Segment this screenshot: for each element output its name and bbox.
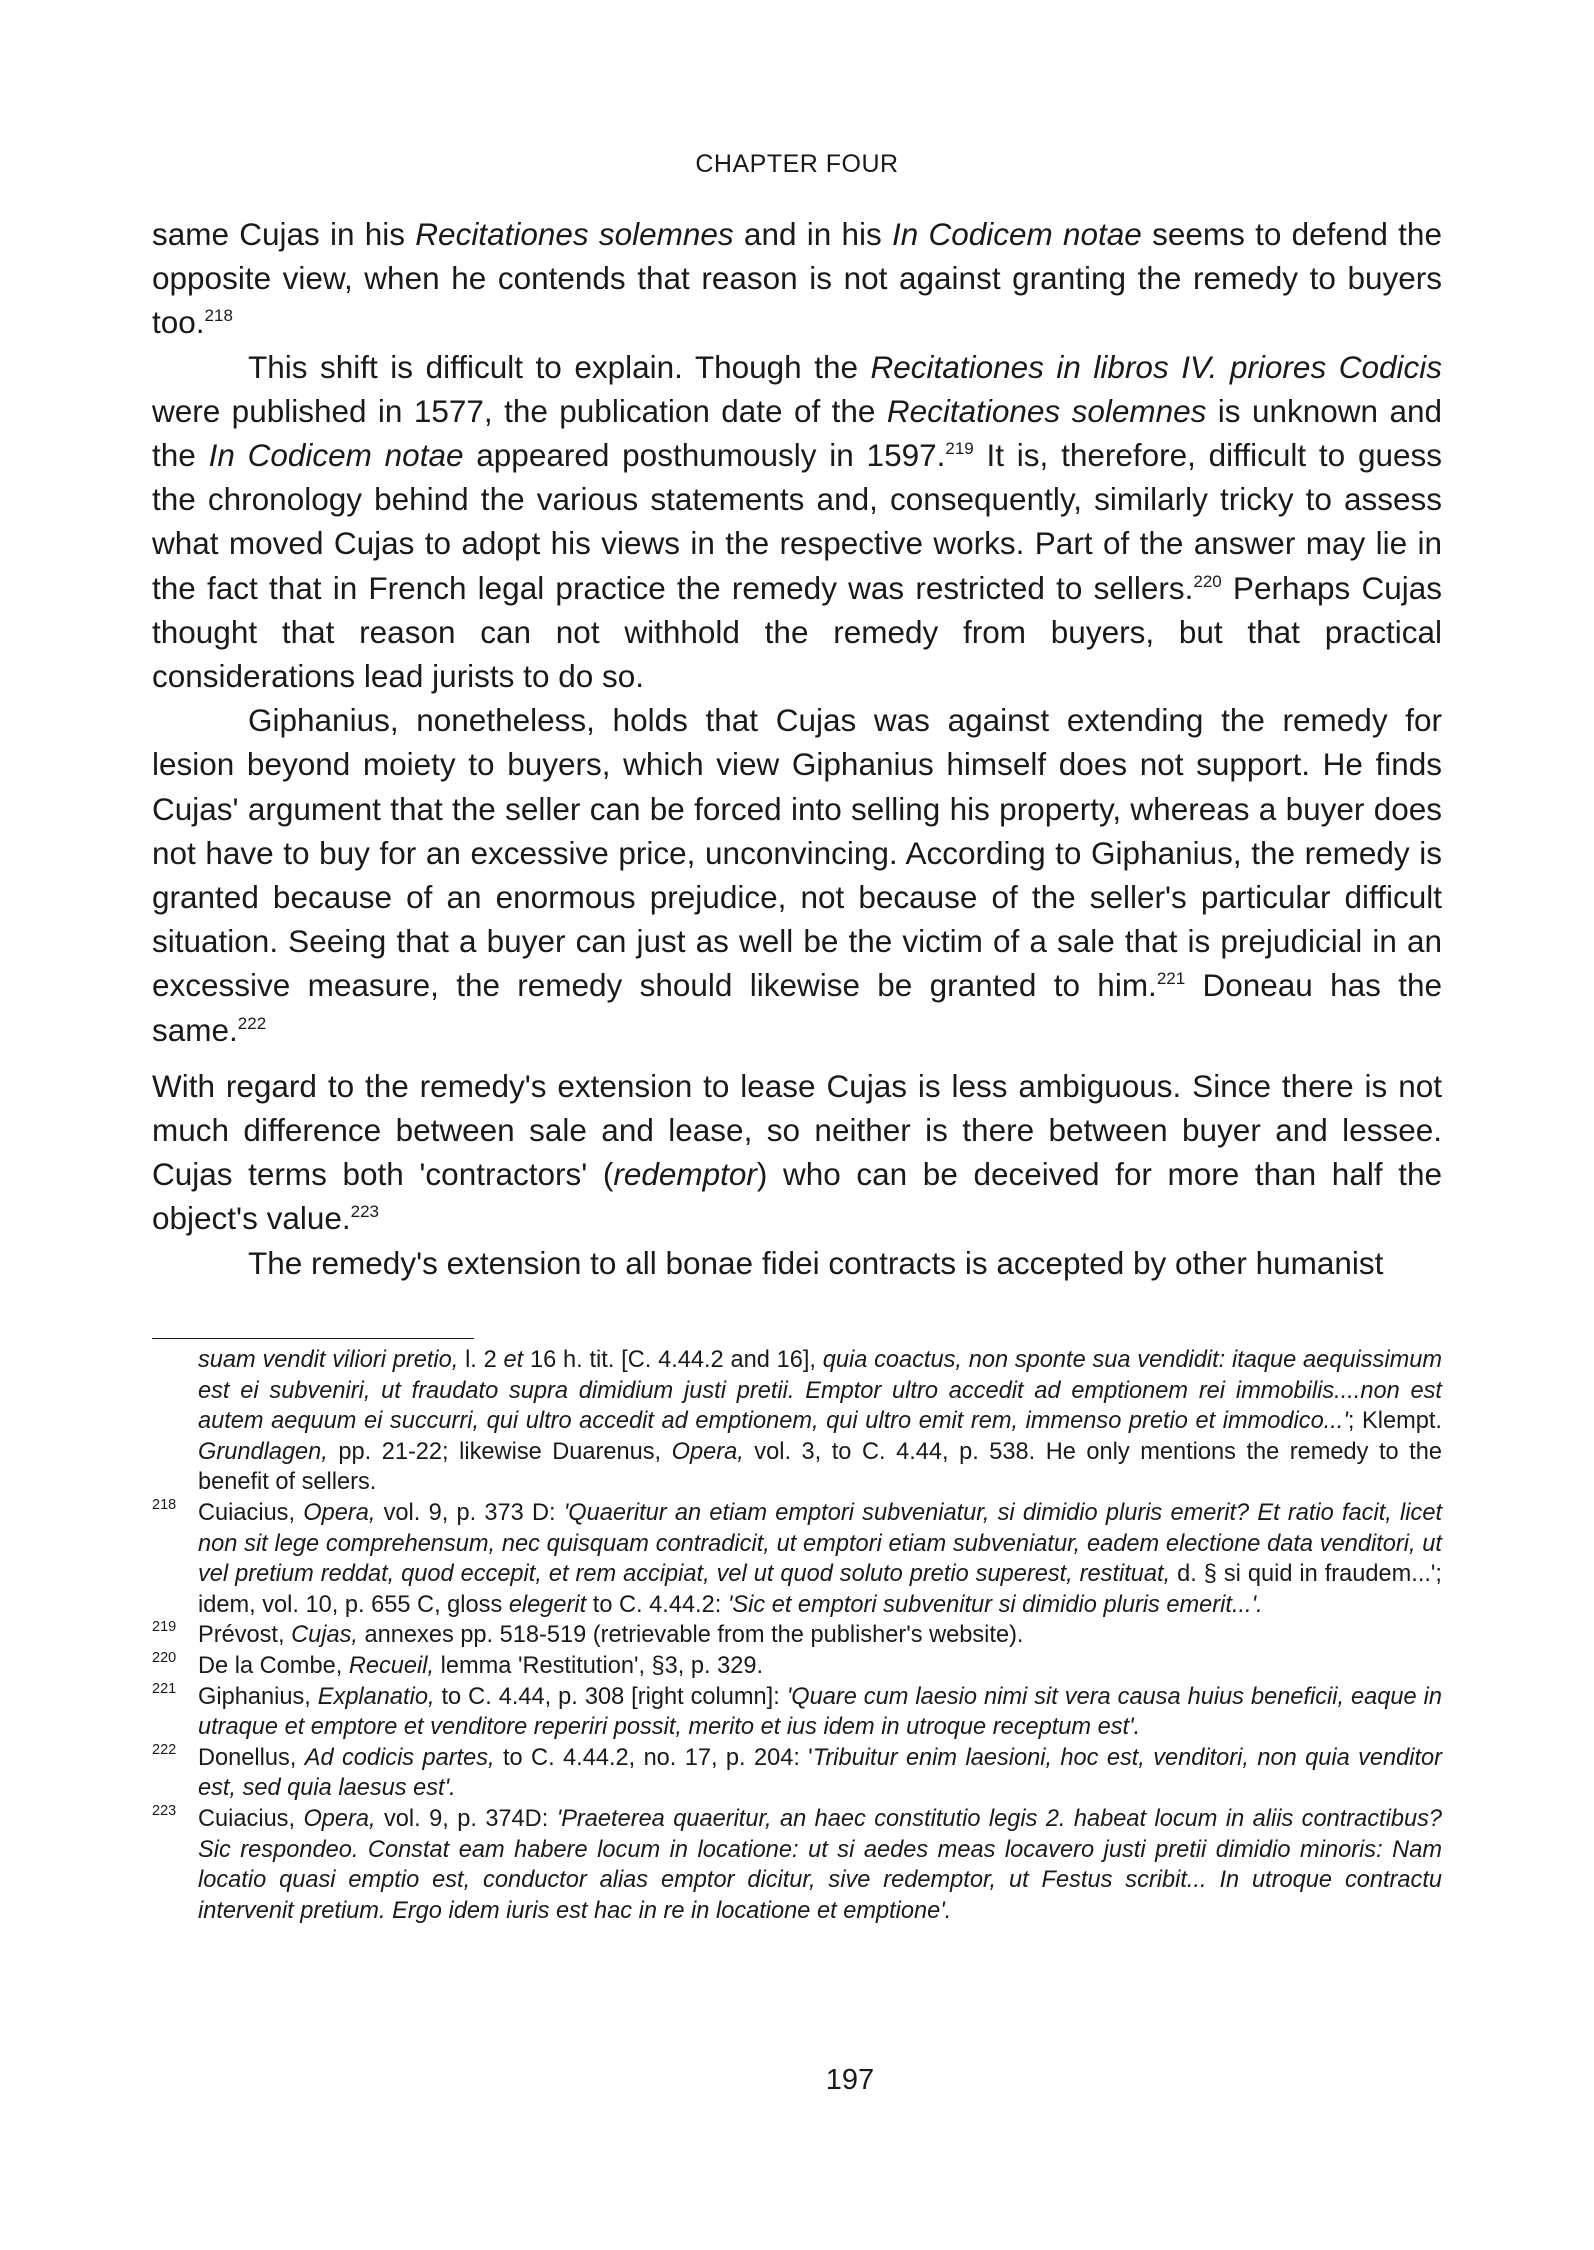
italic-text: 'Sic et emptori subvenitur si dimidio pluris emerit...'.	[727, 1591, 1263, 1618]
footnote-reference[interactable]: 221	[1156, 969, 1186, 989]
footnote-separator	[152, 1338, 474, 1339]
italic-text: Recitationes in libros IV. priores Codicis	[870, 348, 1442, 385]
footnote-number: 219	[152, 1619, 177, 1636]
text-run: and in his	[733, 216, 892, 252]
text-run: d. § si quid in fraudem...'; idem, vol. 10, p. 655 C, gloss	[198, 1561, 1442, 1618]
text-run: to C. 4.44, p. 308 [right column]:	[434, 1683, 787, 1710]
text-run: vol. 3, to C. 4.44, p. 538. He only mentions the remedy to the benefit of sellers.	[198, 1438, 1442, 1496]
text-run: seems to defend the opposite view, when he contends that reason is not against granting the remedy to buyers too.	[152, 216, 1442, 341]
footnote-text	[198, 1745, 1442, 1802]
text-run: Donellus,	[198, 1744, 305, 1771]
text-run: to C. 4.44.2:	[586, 1591, 728, 1618]
body-paragraph	[152, 1241, 1442, 1285]
body-paragraph	[152, 698, 1442, 1052]
text-run: Prévost,	[198, 1622, 292, 1649]
italic-text: Opera,	[303, 1499, 376, 1526]
text-run: Cuiacius,	[198, 1805, 304, 1832]
footnote	[152, 1804, 1442, 1926]
text-run: appeared posthumously in 1597.	[463, 437, 946, 474]
footnote-reference[interactable]: 222	[237, 1013, 267, 1033]
footnote-text	[198, 1684, 1442, 1741]
italic-text: 'Praeterea quaeritur, an haec constitutio legis 2. habeat locum in aliis contractibus? Sic respondeo. Constat eam habere locum in locatione: ut si aedes meas locavero justi pretii dimidio minoris: Nam locatio quasi emptio est, conductor alias emptor dicitur, sive redemptor, ut Festus scribit... In utroque contractu intervenit pretium. Ergo idem iuris est hac in re in locatione et emptione'.	[198, 1805, 1442, 1924]
italic-text: quia coactus, non sponte sua vendidit: itaque aequissimum est ei subveniri, ut fraudato supra dimidium justi pretii. Emptor ultro accedit ad emptionem rei immobilis....non est autem aequum ei succurri, qui ultro accedit ad emptionem, qui ultro emit rem, immenso pretio et immodico...'	[198, 1347, 1443, 1435]
text-run: annexes pp. 518-519 (retrievable from the publisher's website).	[358, 1622, 1024, 1649]
text-run: 16 h. tit. [C. 4.44.2 and 16],	[523, 1347, 823, 1373]
text-run: vol. 9, p. 374D:	[375, 1805, 557, 1832]
text-run: Giphanius, nonetheless, holds that Cujas was against extending the remedy for lesion beyond moiety to buyers, which view Giphanius himself does not support. He finds Cujas' argument that the seller can be forced into selling his property, whereas a buyer does not have to buy for an excessive price, unconvincing. According to Giphanius, the remedy is granted because of an enormous prejudice, not because of the seller's particular difficult situation. Seeing that a buyer can just as well be the victim of a sale that is prejudicial in an excessive measure, the remedy should likewise be granted to him.	[152, 702, 1442, 1004]
footnote-number: 223	[152, 1802, 177, 1819]
footnote	[152, 1498, 1442, 1620]
footnote	[152, 1345, 1442, 1498]
italic-text: 'Quaeritur an etiam emptori subveniatur, si dimidio pluris emerit? Et ratio facit, licet non sit lege comprehensum, nec quisquam contradicit, ut emptori etiam subveniatur, eadem electione data venditori, ut vel pretium reddat, quod eccepit, et rem accipiat, vel ut quod soluto pretio superest, restituat,	[198, 1499, 1443, 1588]
text-run: Doneau has the same.	[152, 967, 1442, 1048]
italic-text: et	[503, 1347, 524, 1373]
text-run: Giphanius,	[198, 1683, 318, 1710]
text-run: to C. 4.44.2, no. 17, p. 204: '	[494, 1744, 813, 1771]
italic-text: suam vendit viliori pretio,	[198, 1347, 459, 1373]
footnote-number: 222	[152, 1741, 177, 1758]
body-text	[152, 212, 1442, 1285]
italic-text: In Codicem notae	[891, 216, 1142, 252]
footnote-reference[interactable]: 218	[204, 306, 233, 326]
italic-text: Cujas,	[291, 1622, 358, 1649]
italic-text: Recueil,	[348, 1652, 435, 1679]
body-paragraph	[152, 1064, 1442, 1241]
footnote-number: 221	[152, 1680, 177, 1697]
footnote-text	[198, 1347, 1442, 1495]
text-run: It is, therefore, difficult to guess the chronology behind the various statements and, consequently, similarly tricky to assess what moved Cujas to adopt his views in the respective works. Part of the answer may lie in the fact that in French legal practice the remedy was restricted to sellers.	[152, 437, 1442, 606]
italic-text: Recitationes solemnes	[415, 216, 734, 252]
text-run: pp. 21-22; likewise Duarenus,	[327, 1438, 672, 1465]
footnote	[152, 1743, 1442, 1804]
text-run: Perhaps Cujas thought that reason can not withhold the remedy from buyers, but that practical considerations lead jurists to do so.	[152, 569, 1442, 695]
running-head: CHAPTER FOUR	[695, 150, 899, 178]
page-number: 197	[825, 2064, 875, 2096]
footnote-text	[198, 1806, 1442, 1924]
text-run: With regard to the remedy's extension to lease Cujas is less ambiguous. Since there is not much difference between sale and lease, so neither is there between buyer and lessee. Cujas terms both 'contractors' (	[152, 1067, 1442, 1193]
italic-text: 'Quare cum laesio nimi sit vera causa huius beneficii, eaque in utraque et emptore et venditore reperiri possit, merito et ius idem in utroque receptum est'.	[198, 1683, 1442, 1741]
text-run: This shift is difficult to explain. Though the	[248, 348, 871, 385]
text-run: ; Klempt.	[1347, 1408, 1442, 1435]
italic-text: elegerit	[508, 1591, 587, 1618]
footnote	[152, 1620, 1442, 1651]
footnote-text	[198, 1500, 1442, 1618]
text-run: l. 2	[458, 1347, 504, 1373]
italic-text: Opera,	[671, 1438, 744, 1465]
text-run: Cuiacius,	[198, 1499, 304, 1526]
italic-text: Explanatio,	[317, 1683, 435, 1710]
footnote-reference[interactable]: 219	[945, 439, 974, 459]
italic-text: Recitationes solemnes	[886, 392, 1207, 429]
text-run: lemma 'Restitution', §3, p. 329.	[434, 1652, 764, 1679]
footnote	[152, 1651, 1442, 1682]
text-run: same Cujas in his	[152, 216, 416, 252]
text-run: is unknown and the	[152, 392, 1442, 474]
italic-text: Opera,	[303, 1805, 376, 1832]
text-run: De la Combe,	[198, 1652, 349, 1679]
text-run: ) who can be deceived for more than half the object's value.	[152, 1156, 1442, 1237]
italic-text: Grundlagen,	[198, 1438, 328, 1465]
footnote-number: 220	[152, 1649, 177, 1666]
italic-text: Tribuitur enim laesioni, hoc est, venditori, non quia venditor est, sed quia laesus est'.	[198, 1744, 1443, 1802]
footnote-text	[198, 1653, 763, 1679]
footnote-reference[interactable]: 223	[350, 1202, 380, 1222]
footnote-number: 218	[152, 1496, 177, 1513]
footnotes	[152, 1345, 1442, 1926]
text-run: were published in 1577, the publication date of the	[152, 392, 887, 429]
italic-text: redemptor	[613, 1156, 757, 1193]
footnote-reference[interactable]: 220	[1193, 571, 1222, 591]
body-paragraph	[152, 212, 1442, 345]
text-run: The remedy's extension to all bonae fidei contracts is accepted by other humanist	[248, 1244, 1384, 1281]
text-run: vol. 9, p. 373 D:	[375, 1499, 564, 1526]
footnote	[152, 1682, 1442, 1743]
italic-text: In Codicem notae	[208, 437, 464, 474]
italic-text: Ad codicis partes,	[304, 1744, 495, 1771]
body-paragraph	[152, 345, 1442, 699]
footnote-text	[198, 1622, 1024, 1648]
